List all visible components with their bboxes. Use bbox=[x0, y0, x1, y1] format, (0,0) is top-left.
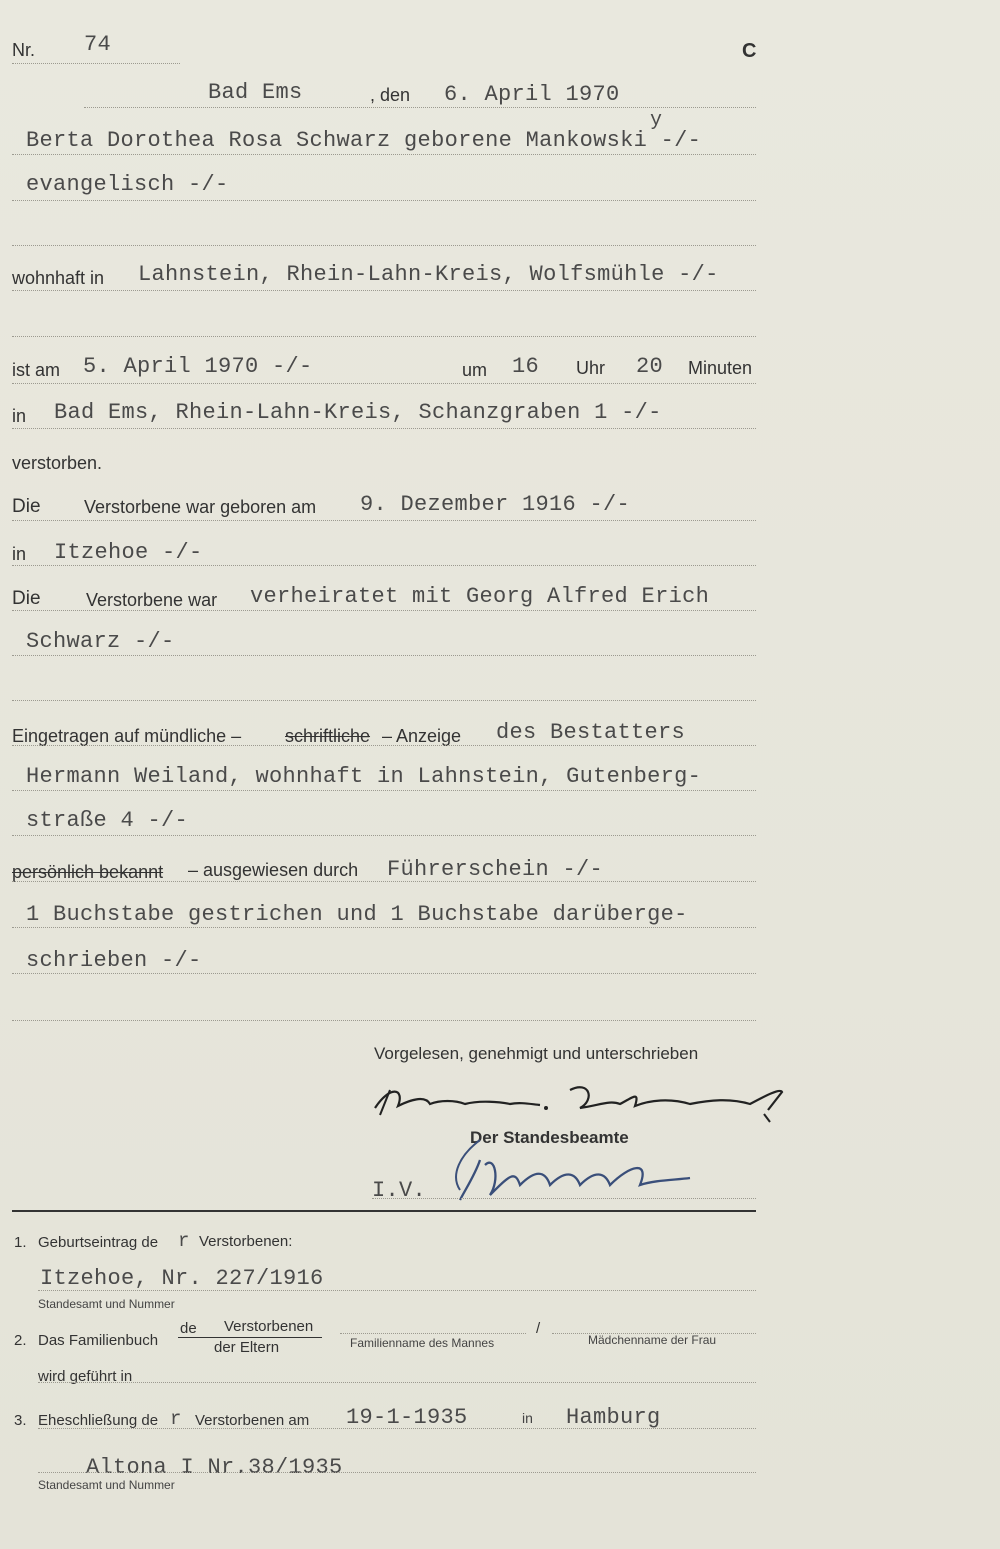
ident-struck: persönlich bekannt bbox=[12, 862, 164, 882]
item-1-caption: Standesamt und Nummer bbox=[38, 1297, 175, 1311]
divider bbox=[84, 107, 756, 108]
fraction-line bbox=[178, 1337, 322, 1338]
divider bbox=[12, 520, 756, 521]
item-1-label: Geburtseintrag de bbox=[38, 1234, 159, 1251]
name-correction: y bbox=[650, 109, 663, 132]
divider bbox=[38, 1472, 756, 1473]
um-label: um bbox=[462, 360, 488, 380]
birth-place-label: in bbox=[12, 544, 27, 564]
place-of-registry: Bad Ems bbox=[208, 80, 303, 105]
iv-label: I.V. bbox=[372, 1178, 427, 1203]
read-approved-label: Vorgelesen, genehmigt und unterschrieben bbox=[374, 1044, 699, 1063]
deceased-name: Berta Dorothea Rosa Schwarz geborene Mankowski -/- bbox=[26, 128, 702, 153]
item-2-label: Das Familienbuch bbox=[38, 1332, 159, 1349]
marital-label: Verstorbene war bbox=[86, 590, 218, 610]
death-hour: 16 bbox=[512, 354, 540, 379]
minuten-label: Minuten bbox=[688, 358, 753, 378]
nr-value: 74 bbox=[84, 32, 112, 57]
death-date-label: ist am bbox=[12, 360, 61, 380]
item-1-label-2: Verstorbenen: bbox=[199, 1233, 293, 1250]
report-label-struck: schriftliche bbox=[285, 726, 371, 746]
divider bbox=[12, 610, 756, 611]
ident-value: Führerschein -/- bbox=[387, 857, 604, 882]
death-place-label: in bbox=[12, 406, 27, 426]
section-rule bbox=[12, 1210, 756, 1212]
divider bbox=[340, 1333, 526, 1334]
item-3-label-2: Verstorbenen am bbox=[195, 1412, 310, 1429]
divider bbox=[38, 1428, 756, 1429]
divider bbox=[12, 63, 180, 64]
ident-label: – ausgewiesen durch bbox=[188, 860, 359, 880]
nr-label: Nr. bbox=[12, 40, 36, 60]
item-3-typed: r bbox=[170, 1408, 182, 1430]
divider bbox=[12, 700, 756, 701]
divider bbox=[12, 154, 756, 155]
death-place: Bad Ems, Rhein-Lahn-Kreis, Schanzgraben 1 -/- bbox=[54, 400, 662, 425]
item-2-label-2: wird geführt in bbox=[38, 1368, 133, 1385]
divider bbox=[12, 200, 756, 201]
divider bbox=[12, 383, 756, 384]
correction-note-line-2: schrieben -/- bbox=[26, 948, 202, 973]
divider bbox=[12, 565, 756, 566]
divider bbox=[12, 655, 756, 656]
marriage-place: Hamburg bbox=[566, 1405, 661, 1430]
death-date: 5. April 1970 -/- bbox=[83, 354, 313, 379]
divider bbox=[12, 336, 756, 337]
report-label-part-1: Eingetragen auf mündliche – bbox=[12, 726, 242, 746]
informant-line-1: des Bestatters bbox=[496, 720, 686, 745]
item-2-caption-woman: Mädchenname der Frau bbox=[588, 1333, 717, 1347]
item-1-typed: r bbox=[178, 1230, 190, 1252]
residence-label: wohnhaft in bbox=[12, 268, 105, 288]
divider bbox=[372, 1198, 756, 1199]
die-label: Die bbox=[12, 496, 41, 517]
informant-line-3: straße 4 -/- bbox=[26, 808, 189, 833]
birth-register-entry: Itzehoe, Nr. 227/1916 bbox=[40, 1266, 324, 1291]
verstorben-label: verstorben. bbox=[12, 453, 103, 473]
corner-letter: C bbox=[742, 40, 757, 62]
residence: Lahnstein, Rhein-Lahn-Kreis, Wolfsmühle -/- bbox=[138, 262, 719, 287]
item-2-caption-man: Familienname des Mannes bbox=[350, 1336, 495, 1350]
correction-note-line-1: 1 Buchstabe gestrichen und 1 Buchstabe darüberge- bbox=[26, 902, 688, 927]
divider bbox=[12, 245, 756, 246]
marriage-registry-office: Altona I Nr.38/1935 bbox=[86, 1455, 343, 1480]
divider bbox=[38, 1382, 756, 1383]
marital-status-line-2: Schwarz -/- bbox=[26, 629, 175, 654]
informant-signature bbox=[370, 1070, 790, 1130]
item-2-option-bottom: der Eltern bbox=[214, 1339, 280, 1356]
registry-date: 6. April 1970 bbox=[444, 82, 620, 107]
informant-line-2: Hermann Weiland, wohnhaft in Lahnstein, Gutenberg- bbox=[26, 764, 702, 789]
death-minutes: 20 bbox=[636, 354, 664, 379]
item-2-option-top: Verstorbenen bbox=[224, 1318, 314, 1335]
item-3-label: Eheschließung de bbox=[38, 1412, 159, 1429]
divider bbox=[12, 428, 756, 429]
birth-label: Verstorbene war geboren am bbox=[84, 497, 317, 517]
item-2-de: de bbox=[180, 1320, 197, 1337]
marriage-date: 19-1-1935 bbox=[346, 1405, 468, 1430]
religion: evangelisch -/- bbox=[26, 172, 229, 197]
divider bbox=[12, 881, 756, 882]
item-3-in: in bbox=[522, 1410, 533, 1426]
divider bbox=[12, 290, 756, 291]
item-2-slash: / bbox=[536, 1320, 541, 1337]
registrar-label: Der Standesbeamte bbox=[470, 1128, 629, 1147]
uhr-label: Uhr bbox=[576, 358, 606, 378]
item-3-number: 3. bbox=[14, 1412, 27, 1429]
item-3-caption: Standesamt und Nummer bbox=[38, 1478, 175, 1492]
divider bbox=[12, 927, 756, 928]
marital-status-line-1: verheiratet mit Georg Alfred Erich bbox=[250, 584, 710, 609]
divider bbox=[12, 835, 756, 836]
divider bbox=[12, 1020, 756, 1021]
den-label: , den bbox=[370, 85, 411, 105]
item-2-number: 2. bbox=[14, 1332, 27, 1349]
birth-date: 9. Dezember 1916 -/- bbox=[360, 492, 631, 517]
item-1-number: 1. bbox=[14, 1234, 27, 1251]
divider bbox=[12, 790, 756, 791]
divider bbox=[38, 1290, 756, 1291]
birth-place: Itzehoe -/- bbox=[54, 540, 203, 565]
report-label-part-2: – Anzeige bbox=[382, 726, 462, 746]
die-label: Die bbox=[12, 588, 41, 609]
divider bbox=[12, 973, 756, 974]
divider bbox=[12, 745, 756, 746]
